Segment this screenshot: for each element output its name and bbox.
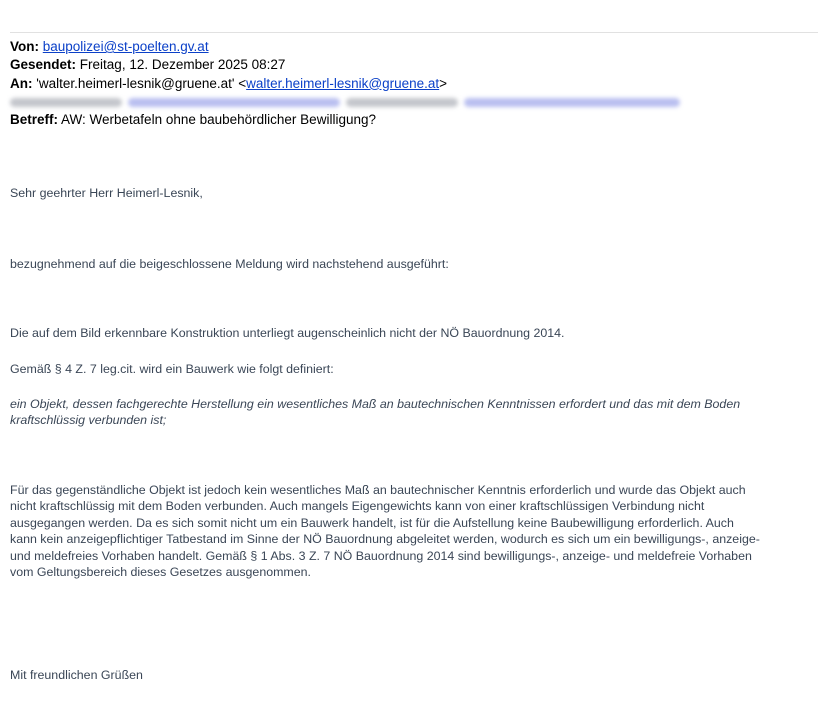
intro-paragraph: bezugnehmend auf die beigeschlossene Meldung wird nachstehend ausgeführt: xyxy=(10,257,449,271)
sent-value: Freitag, 12. Dezember 2025 08:27 xyxy=(79,57,286,73)
to-row xyxy=(10,75,818,93)
redacted-cc-email xyxy=(128,98,340,107)
paragraph-line: vom Geltungsbereich dieses Gesetzes ausgenommen. xyxy=(10,565,311,580)
paragraph-line: kann kein anzeigepflichtiger Tatbestand im Sinne der NÖ Bauordnung abgeleitet werden, wodurch es sich um ein bewilligungs-, anzeige- xyxy=(10,532,760,547)
to-close-bracket: > xyxy=(439,75,448,91)
from-row xyxy=(10,38,818,56)
quote-line: kraftschlüssig verbunden ist; xyxy=(10,413,167,428)
from-email-link[interactable]: baupolizei@st-poelten.gv.at xyxy=(42,39,209,54)
subject-value: AW: Werbetafeln ohne baubehördlicher Bewilligung? xyxy=(61,112,376,128)
greeting: Sehr geehrter Herr Heimerl-Lesnik, xyxy=(10,186,203,200)
subject-row xyxy=(10,111,818,129)
to-email-link[interactable]: walter.heimerl-lesnik@gruene.at xyxy=(246,75,440,91)
quote-line: ein Objekt, dessen fachgerechte Herstellung ein wesentliches Maß an bautechnischen Kenntnissen erfordert und das mit dem Boden xyxy=(10,397,741,411)
to-open-bracket: < xyxy=(238,75,247,91)
sent-row xyxy=(10,56,818,74)
to-name: 'walter.heimerl-lesnik@gruene.at' xyxy=(36,75,235,91)
redacted-cc-email-2 xyxy=(464,98,680,107)
paragraph-line: und meldefreies Vorhaben handelt. Gemäß § 1 Abs. 3 Z. 7 NÖ Bauordnung 2014 sind bewilligungs-, anzeige- und meldefreie Vorhaben xyxy=(10,548,752,563)
paragraph-line: ausgegangen werden. Da es sich somit nicht um ein Bauwerk handelt, ist für die Aufstellung keine Baubewilligung erforderlich. Auch xyxy=(10,515,734,530)
paragraph-line: Für das gegenständliche Objekt ist jedoch kein wesentliches Maß an bautechnischer Kenntnis erforderlich und wurde das Objekt auch xyxy=(10,483,746,497)
redacted-cc-name-2 xyxy=(346,98,458,107)
header-divider xyxy=(10,32,818,33)
cc-row-redacted xyxy=(10,93,818,111)
subject-label: Betreff: xyxy=(10,112,59,128)
from-label: Von: xyxy=(10,39,39,54)
paragraph-1: Die auf dem Bild erkennbare Konstruktion unterliegt augenscheinlich nicht der NÖ Bauordnung 2014. xyxy=(10,326,565,340)
email-header xyxy=(10,38,818,129)
quote-paragraph xyxy=(10,396,818,429)
sent-label: Gesendet: xyxy=(10,57,77,73)
paragraph-3 xyxy=(10,482,818,580)
to-label: An: xyxy=(10,75,33,91)
paragraph-2: Gemäß § 4 Z. 7 leg.cit. wird ein Bauwerk wie folgt definiert: xyxy=(10,362,334,376)
paragraph-line: nicht kraftschlüssig mit dem Boden verbunden. Auch mangels Eigengewichts kann von einer kraftschlüssigen Verbindung nicht xyxy=(10,499,705,514)
closing: Mit freundlichen Grüßen xyxy=(10,668,143,682)
redacted-cc-name xyxy=(10,98,122,107)
